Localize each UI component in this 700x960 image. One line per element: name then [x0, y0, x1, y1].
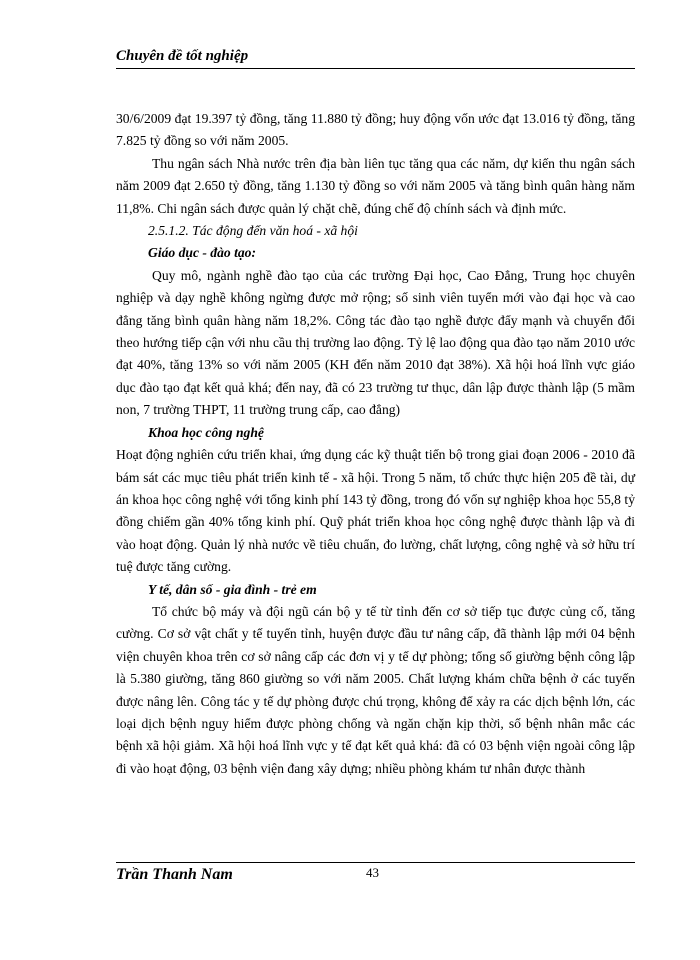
paragraph-education: Quy mô, ngành nghề đào tạo của các trường Đại học, Cao Đẳng, Trung học chuyên nghiệp và dạy nghề không ngừng được mở rộng; số sinh viên tuyển mới vào đại học và cao đẳng tăng bình quân hàng năm 18,2%. Công tác đào tạo nghề được đẩy mạnh và chuyển đổi theo hướng tiếp cận với nhu cầu thị trường lao động. Tỷ lệ lao động qua đào tạo năm 2010 ước đạt 40%, tăng 13% so với năm 2005 (KH đến năm 2010 đạt 38%). Xã hội hoá lĩnh vực giáo dục đào tạo đạt kết quả khá; đến nay, đã có 23 trường tư thục, dân lập được thành lập (5 mầm non, 7 trường THPT, 11 trường trung cấp, cao đẳng) — [116, 267, 635, 418]
section-heading: 2.5.1.2. Tác động đến văn hoá - xã hội — [148, 223, 358, 239]
document-body — [116, 108, 635, 780]
topic-heading-science: Khoa học công nghệ — [148, 424, 264, 440]
topic-heading-education: Giáo dục - đào tạo: — [148, 245, 256, 261]
paragraph-continued: 30/6/2009 đạt 19.397 tỷ đồng, tăng 11.880 tỷ đồng; huy động vốn ước đạt 13.016 tỷ đồng, tăng 7.825 tỷ đồng so với năm 2005. — [116, 111, 635, 149]
paragraph-science: Hoạt động nghiên cứu triển khai, ứng dụng các kỹ thuật tiến bộ trong giai đoạn 2006 - 2010 đã bám sát các mục tiêu phát triển kinh tế - xã hội. Trong 5 năm, tổ chức thực hiện 205 đề tài, dự án khoa học công nghệ với tổng kinh phí 143 tỷ đồng, trong đó vốn sự nghiệp khoa học 55,8 tỷ đồng chiếm gần 40% tổng kinh phí. Quỹ phát triển khoa học công nghệ được thành lập và đi vào hoạt động. Quản lý nhà nước về tiêu chuẩn, đo lường, chất lượng, công nghệ và sở hữu trí tuệ được tăng cường. — [116, 447, 635, 575]
page-number: 43 — [366, 865, 379, 880]
header-title: Chuyên đề tốt nghiệp — [116, 48, 249, 64]
paragraph-health: Tổ chức bộ máy và đội ngũ cán bộ y tế từ tỉnh đến cơ sở tiếp tục được củng cố, tăng cường. Cơ sở vật chất y tế tuyến tỉnh, huyện được đầu tư nâng cấp, đã thành lập mới 04 bệnh viện chuyên khoa trên cơ sở nâng cấp các đơn vị y tế dự phòng; tổng số giường bệnh công lập là 5.380 giường, tăng 860 giường so với năm 2005. Chất lượng khám chữa bệnh ở các tuyến được nâng lên. Công tác y tế dự phòng được chú trọng, không để xảy ra các dịch bệnh lớn, các loại dịch bệnh nguy hiểm được phòng chống và ngăn chặn kịp thời, số bệnh nhân mắc các bệnh xã hội giảm. Xã hội hoá lĩnh vực y tế đạt kết quả khá: đã có 03 bệnh viện ngoài công lập đi vào hoạt động, 03 bệnh viện đang xây dựng; nhiều phòng khám tư nhân được thành — [116, 603, 635, 776]
footer-rule — [116, 862, 635, 863]
paragraph-budget: Thu ngân sách Nhà nước trên địa bàn liên tục tăng qua các năm, dự kiến thu ngân sách năm 2009 đạt 2.650 tỷ đồng, tăng 1.130 tỷ đồng so với năm 2005 và tăng bình quân hàng năm 11,8%. Chi ngân sách được quản lý chặt chẽ, đúng chế độ chính sách và định mức. — [116, 155, 635, 216]
footer-author: Trần Thanh Nam — [116, 866, 233, 883]
header-rule — [116, 68, 635, 69]
topic-heading-health: Y tế, dân số - gia đình - trẻ em — [148, 581, 317, 597]
